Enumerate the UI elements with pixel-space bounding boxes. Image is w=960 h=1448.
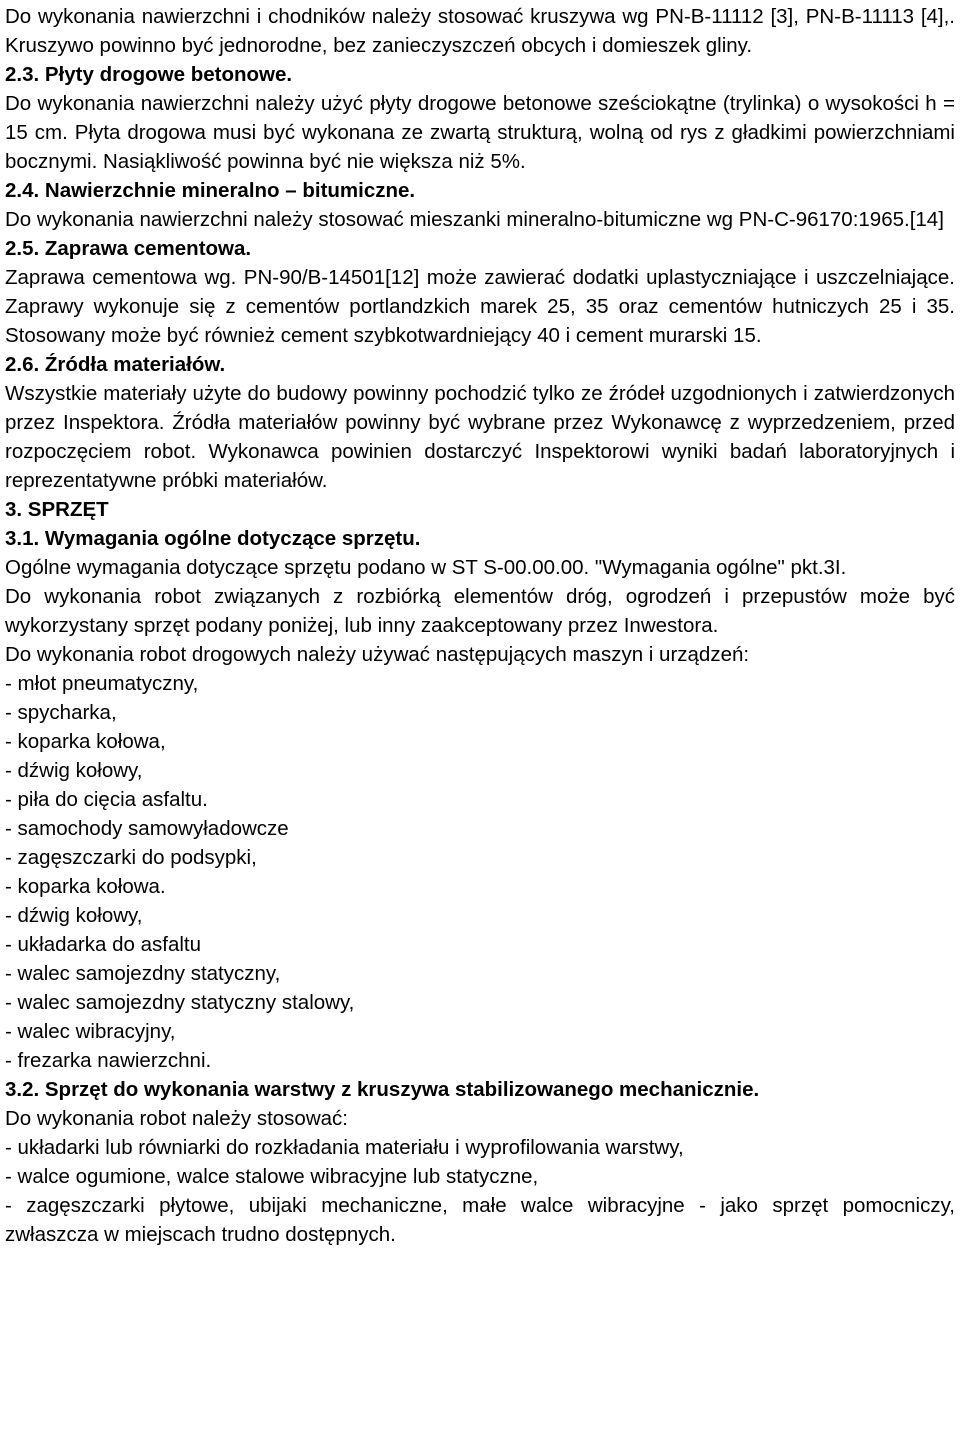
list-intro-maszyny: Do wykonania robot drogowych należy używać następujących maszyn i urządzeń: — [5, 643, 750, 666]
list-item: - frezarka nawierzchni. — [5, 1049, 212, 1072]
heading-2-5: 2.5. Zaprawa cementowa. — [5, 237, 252, 260]
list-item: - młot pneumatyczny, — [5, 672, 199, 695]
paragraph-wymagania: Ogólne wymagania dotyczące sprzętu podano w ST S-00.00.00. "Wymagania ogólne" pkt.3I. — [5, 556, 847, 579]
list-intro-stosowac: Do wykonania robot należy stosować: — [5, 1107, 348, 1130]
paragraph-zaprawa: Zaprawa cementowa wg. PN-90/B-14501[12] może zawierać dodatki uplastyczniające i uszczelniające. Zaprawy wykonuje się z cementów portlandzkich marek 25, 35 oraz cementów hutniczych 25 i 35. Stosowany może być również cement szybkotwardniejący 40 i cement murarski 15. — [5, 266, 955, 347]
list-item: - koparka kołowa, — [5, 730, 166, 753]
heading-3-1: 3.1. Wymagania ogólne dotyczące sprzętu. — [5, 527, 421, 550]
paragraph-kruszywa: Do wykonania nawierzchni i chodników należy stosować kruszywa wg PN-B-11112 [3], PN-B-11113 [4],. Kruszywo powinno być jednorodne, bez zanieczyszczeń obcych i domieszek gliny. — [5, 5, 955, 57]
list-item: - walec wibracyjny, — [5, 1020, 176, 1043]
list-item: - walce ogumione, walce stalowe wibracyjne lub statyczne, — [5, 1165, 539, 1188]
list-item: - walec samojezdny statyczny stalowy, — [5, 991, 355, 1014]
heading-2-6: 2.6. Źródła materiałów. — [5, 353, 226, 376]
list-item: - piła do cięcia asfaltu. — [5, 788, 208, 811]
heading-2-3: 2.3. Płyty drogowe betonowe. — [5, 63, 293, 86]
list-item: - układarka do asfaltu — [5, 933, 202, 956]
list-item: - walec samojezdny statyczny, — [5, 962, 281, 985]
list-item: - zagęszczarki płytowe, ubijaki mechaniczne, małe walce wibracyjne - jako sprzęt pomocniczy, zwłaszcza w miejscach trudno dostępnych. — [5, 1194, 955, 1246]
heading-3: 3. SPRZĘT — [5, 498, 109, 521]
heading-2-4: 2.4. Nawierzchnie mineralno – bitumiczne. — [5, 179, 416, 202]
list-item: - dźwig kołowy, — [5, 904, 143, 927]
list-item: - zagęszczarki do podsypki, — [5, 846, 257, 869]
paragraph-zrodla: Wszystkie materiały użyte do budowy powinny pochodzić tylko ze źródeł uzgodnionych i zatwierdzonych przez Inspektora. Źródła materiałów powinny być wybrane przez Wykonawcę z wyprzedzeniem, przed rozpoczęciem robot. Wykonawca powinien dostarczyć Inspektorowi wyniki badań laboratoryjnych i reprezentatywne próbki materiałów. — [5, 382, 955, 492]
paragraph-mieszanki: Do wykonania nawierzchni należy stosować mieszanki mineralno-bitumiczne wg PN-C-96170:1965.[14] — [5, 208, 944, 231]
list-item: - samochody samowyładowcze — [5, 817, 289, 840]
heading-3-2: 3.2. Sprzęt do wykonania warstwy z kruszywa stabilizowanego mechanicznie. — [5, 1078, 760, 1101]
paragraph-rozbiorka: Do wykonania robot związanych z rozbiórką elementów dróg, ogrodzeń i przepustów może być wykorzystany sprzęt podany poniżej, lub inny zaakceptowany przez Inwestora. — [5, 585, 955, 637]
document-page — [5, 2, 955, 1249]
list-item: - układarki lub równiarki do rozkładania materiału i wyprofilowania warstwy, — [5, 1136, 684, 1159]
list-item: - spycharka, — [5, 701, 117, 724]
list-item: - koparka kołowa. — [5, 875, 166, 898]
paragraph-plyty: Do wykonania nawierzchni należy użyć płyty drogowe betonowe sześciokątne (trylinka) o wysokości h = 15 cm. Płyta drogowa musi być wykonana ze zwartą strukturą, wolną od rys z gładkimi powierzchniami bocznymi. Nasiąkliwość powinna być nie większa niż 5%. — [5, 92, 955, 173]
list-item: - dźwig kołowy, — [5, 759, 143, 782]
